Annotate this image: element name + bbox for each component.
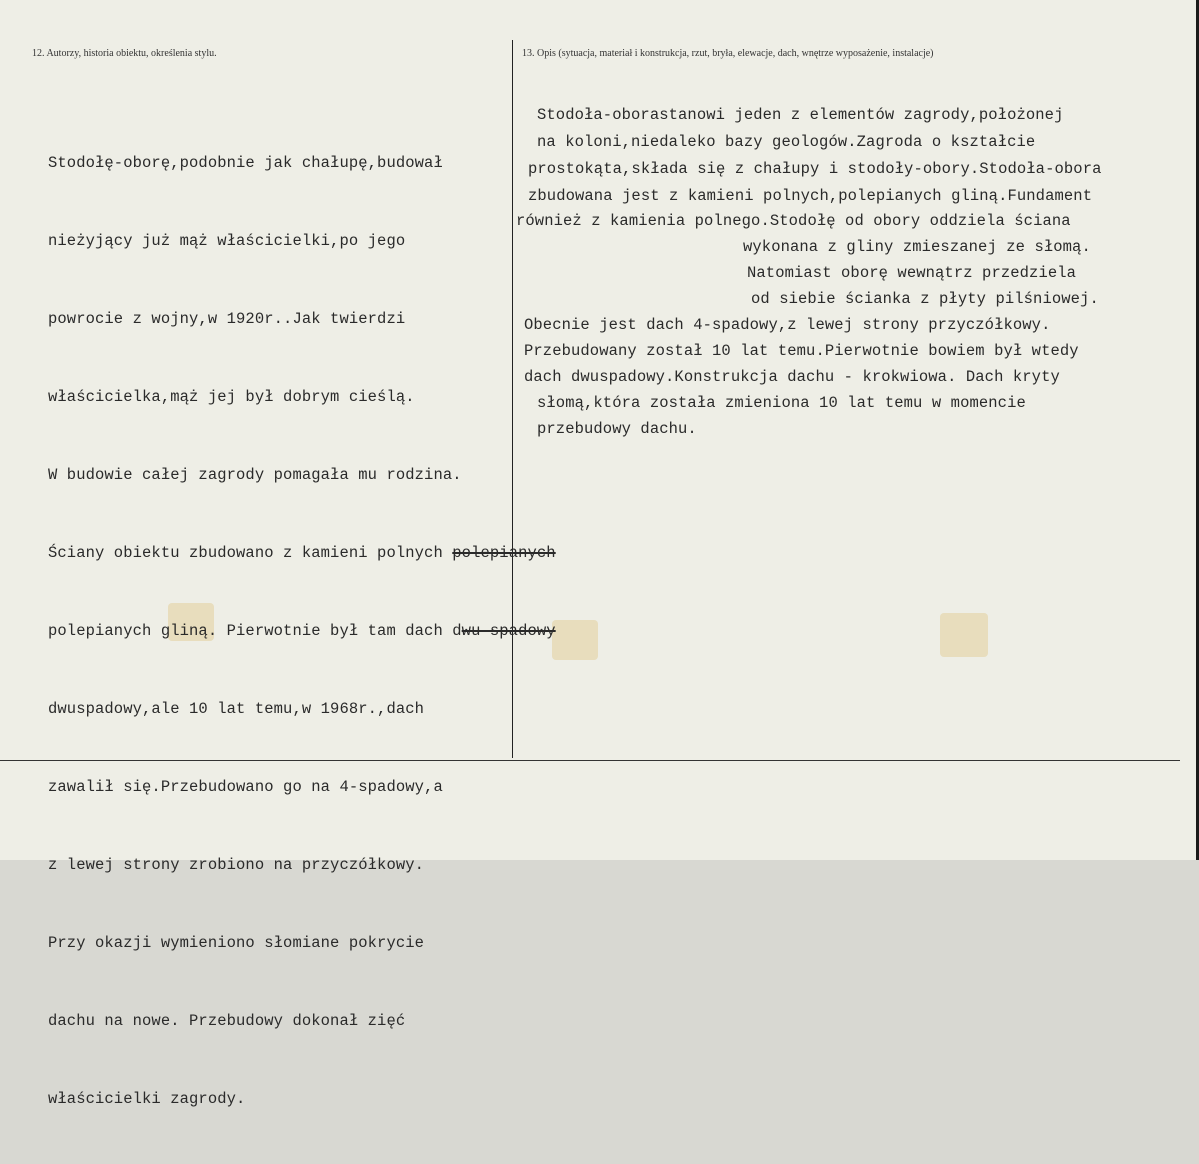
history-line: nieżyjący już mąż właścicielki,po jego (48, 232, 406, 250)
section-13-header: 13. Opis (sytuacja, materiał i konstrukcja, rzut, bryła, elewacje, dach, wnętrze wyposażenie, instalacje) (522, 48, 934, 59)
history-line: zawalił się.Przebudowano go na 4-spadowy,a (48, 778, 443, 796)
paper-stain (940, 613, 988, 657)
description-line: przebudowy dachu. (537, 420, 697, 438)
description-line: dach dwuspadowy.Konstrukcja dachu - krokwiowa. Dach kryty (524, 368, 1060, 386)
history-line: dachu na nowe. Przebudowy dokonał zięć (48, 1012, 406, 1030)
history-line-text: polepianych gliną. Pierwotnie był tam dach d (48, 622, 462, 640)
history-line: z lewej strony zrobiono na przyczółkowy. (48, 856, 425, 874)
paper-stain (552, 620, 598, 660)
description-line: Natomiast oborę wewnątrz przedziela (747, 264, 1077, 282)
section-12-header: 12. Autorzy, historia obiektu, określenia stylu. (32, 48, 217, 59)
description-line: słomą,która została zmieniona 10 lat temu w momencie (537, 394, 1026, 412)
history-line: powrocie z wojny,w 1920r..Jak twierdzi (48, 310, 406, 328)
description-line: również z kamienia polnego.Stodołę od obory oddziela ściana (516, 212, 1071, 230)
history-line (48, 540, 556, 566)
description-line: na koloni,niedaleko bazy geologów.Zagroda o kształcie (537, 133, 1036, 151)
description-line: wykonana z gliny zmieszanej ze słomą. (743, 238, 1091, 256)
description-line: Obecnie jest dach 4-spadowy,z lewej strony przyczółkowy. (524, 316, 1051, 334)
description-line: Przebudowany został 10 lat temu.Pierwotnie bowiem był wtedy (524, 342, 1079, 360)
description-line: zbudowana jest z kamieni polnych,polepianych gliną.Fundament (528, 187, 1093, 205)
description-line: prostokąta,składa się z chałupy i stodoły-obory.Stodoła-obora (528, 160, 1102, 178)
history-line: dwuspadowy,ale 10 lat temu,w 1968r.,dach (48, 700, 425, 718)
history-line: właścicielka,mąż jej był dobrym cieślą. (48, 388, 415, 406)
struck-word: polepianych (452, 544, 556, 562)
history-line-text: Ściany obiektu zbudowano z kamieni polnych (48, 544, 443, 562)
history-line: właścicielki zagrody. (48, 1090, 246, 1108)
history-text (48, 98, 556, 1164)
history-line: W budowie całej zagrody pomagała mu rodzina. (48, 466, 462, 484)
history-line: Przy okazji wymieniono słomiane pokrycie (48, 934, 425, 952)
struck-word: wu-spadowy (461, 622, 556, 640)
description-text (515, 106, 1102, 438)
description-line: Stodoła-oborastanowi jeden z elementów zagrody,położonej (537, 106, 1064, 124)
description-line: od siebie ścianka z płyty pilśniowej. (751, 290, 1099, 308)
history-line: Stodołę-oborę,podobnie jak chałupę,budował (48, 154, 443, 172)
history-line (48, 618, 556, 644)
